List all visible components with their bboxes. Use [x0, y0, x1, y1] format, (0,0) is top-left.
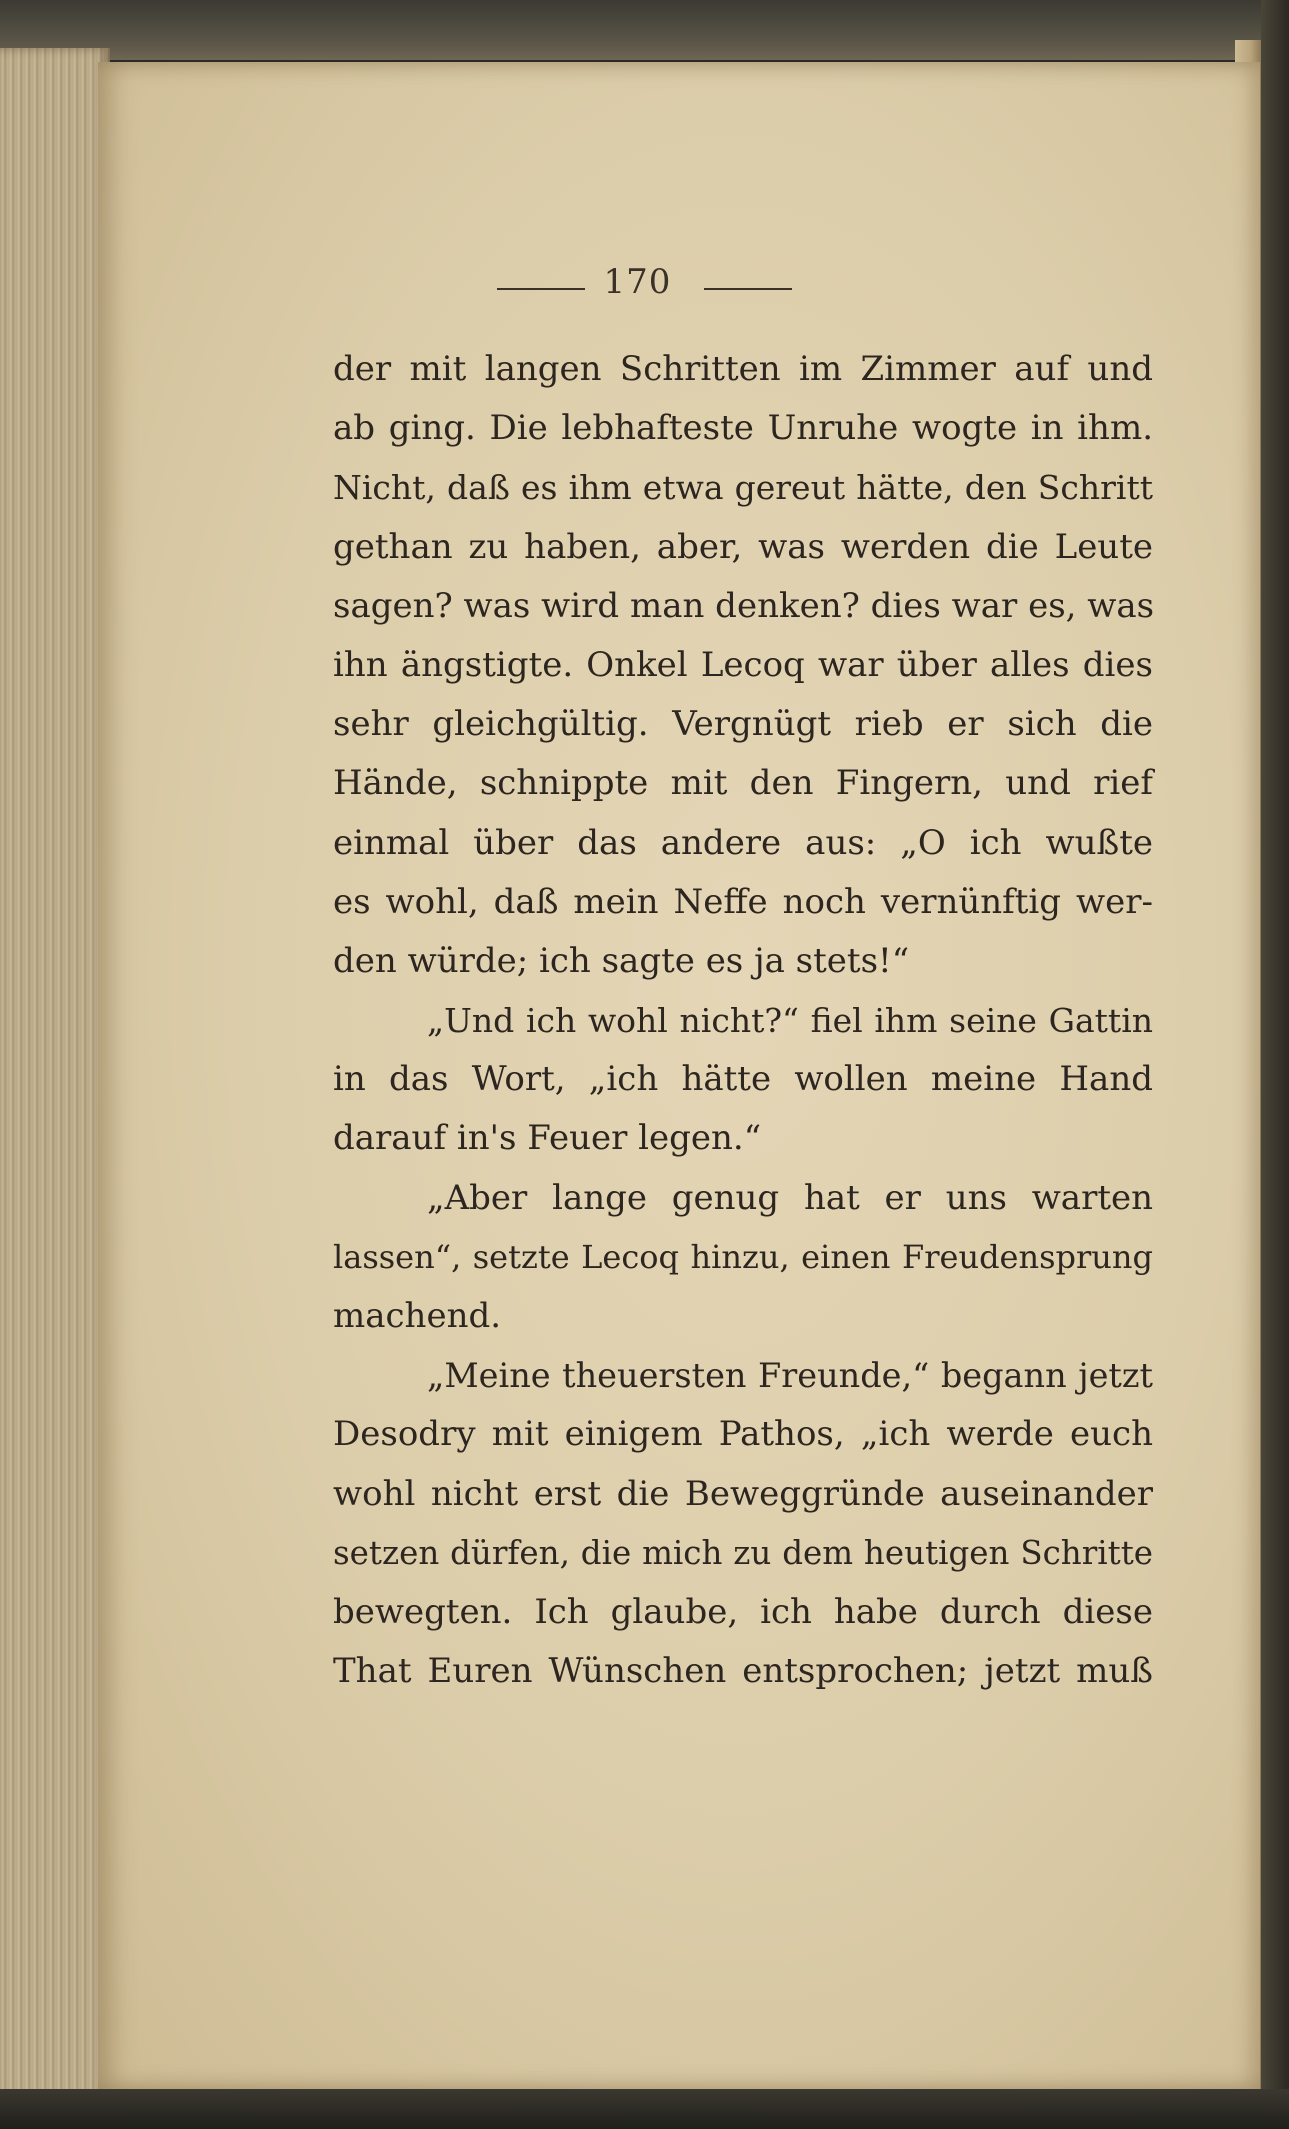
page-stack-edge [0, 48, 110, 2098]
text-line: That Euren Wünschen entsprochen; jetzt muß [333, 1651, 1153, 1692]
text-line: es wohl, daß mein Neffe noch vernünftig wer- [333, 881, 1153, 922]
text-line: Nicht, daß es ihm etwa gereut hätte, den Schritt [333, 468, 1153, 508]
text-line: gethan zu haben, aber, was werden die Leute [333, 526, 1153, 567]
text-line: darauf in's Feuer legen.“ [333, 1118, 762, 1159]
text-line: sagen? was wird man denken? dies war es, was [333, 585, 1155, 626]
text-line: wohl nicht erst die Beweggründe auseinander [333, 1473, 1153, 1514]
book-cover-top-edge [0, 0, 1289, 60]
text-line: den würde; ich sagte es ja stets!“ [333, 940, 910, 981]
text-line: bewegten. Ich glaube, ich habe durch diese [333, 1591, 1153, 1632]
text-line: „Aber lange genug hat er uns warten [427, 1177, 1153, 1218]
page-number: 170 [603, 262, 672, 302]
text-line: sehr gleichgültig. Vergnügt rieb er sich die [333, 704, 1153, 745]
text-line: machend. [333, 1296, 502, 1336]
text-line: in das Wort, „ich hätte wollen meine Hand [333, 1059, 1153, 1100]
body-text [333, 340, 1153, 1701]
header-dash-left [497, 288, 585, 290]
text-line: lassen“, setzte Lecoq hinzu, einen Freudensprung [333, 1237, 1153, 1276]
text-line: ab ging. Die lebhafteste Unruhe wogte in ihm. [333, 408, 1153, 449]
book-cover-right-edge [1261, 0, 1289, 2129]
text-line: ihn ängstigte. Onkel Lecoq war über alles dies [333, 644, 1153, 685]
header-dash-right [704, 288, 792, 290]
text-line: „Und ich wohl nicht?“ fiel ihm seine Gattin [427, 1001, 1153, 1041]
text-line: einmal über das andere aus: „O ich wußte [333, 822, 1153, 863]
text-line: der mit langen Schritten im Zimmer auf und [333, 349, 1153, 389]
text-line: setzen dürfen, die mich zu dem heutigen Schritte [333, 1533, 1153, 1572]
text-line: Desodry mit einigem Pathos, „ich werde euch [333, 1414, 1153, 1455]
page-header [0, 262, 1289, 302]
text-line: Hände, schnippte mit den Fingern, und rief [333, 763, 1153, 804]
text-line: „Meine theuersten Freunde,“ begann jetzt [427, 1356, 1153, 1396]
book-cover-bottom-edge [0, 2089, 1289, 2129]
